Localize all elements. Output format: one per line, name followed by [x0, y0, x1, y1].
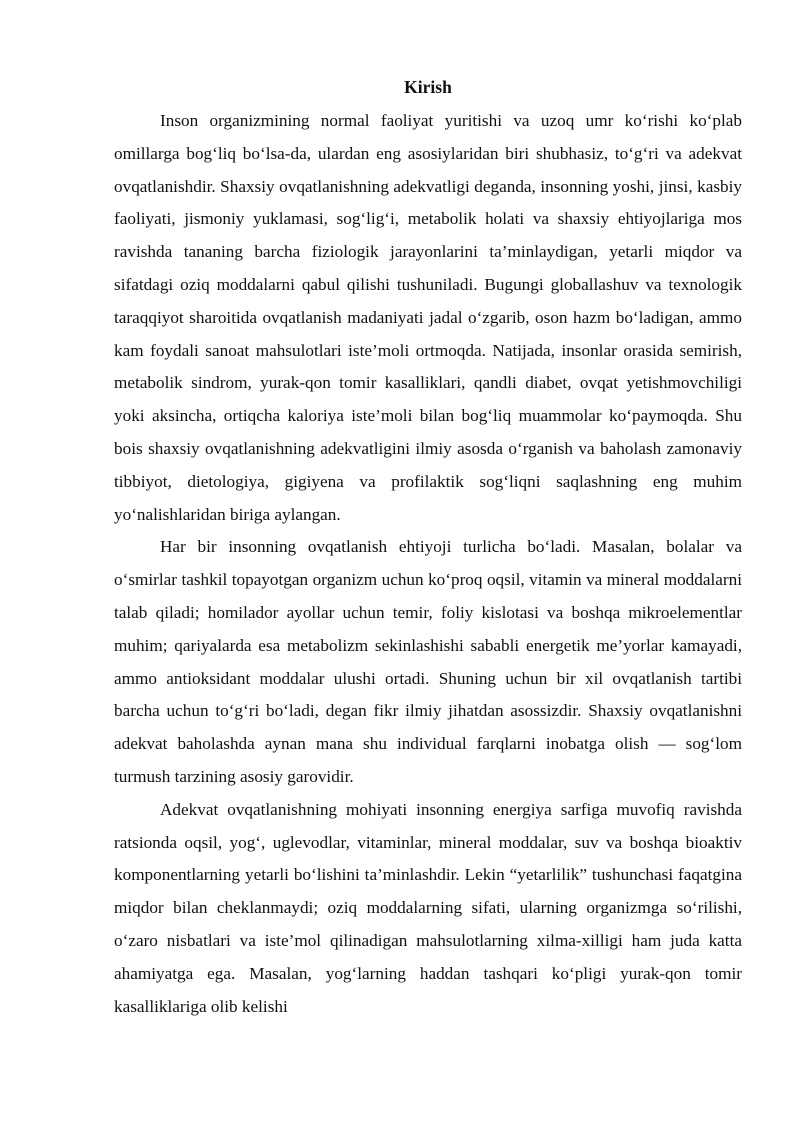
paragraph-2: Har bir insonning ovqatlanish ehtiyoji turlicha bo‘ladi. Masalan, bolalar va o‘smirlar tashkil topayotgan organizm uchun ko‘proq oqsil, vitamin va mineral moddalarni talab qiladi; homilador ayollar uchun temir, foliy kislotasi va boshqa mikroelementlar muhim; qariyalarda esa metabolizm sekinlashishi sababli energetik me’yorlar kamayadi, ammo antioksidant moddalar ulushi ortadi. Shuning uchun bir xil ovqatlanish tartibi barcha uchun to‘g‘ri bo‘ladi, degan fikr ilmiy jihatdan asossizdir. Shaxsiy ovqatlanishni adekvat baholashda aynan mana shu individual farqlarni inobatga olish — sog‘lom turmush tarzining asosiy garovidir. [114, 537, 742, 786]
document-page [114, 73, 742, 1023]
paragraph-1: Inson organizmining normal faoliyat yuritishi va uzoq umr ko‘rishi ko‘plab omillarga bog‘liq bo‘lsa-da, ulardan eng asosiylaridan biri shubhasiz, to‘g‘ri va adekvat ovqatlanishdir. Shaxsiy ovqatlanishning adekvatligi deganda, insonning yoshi, jinsi, kasbiy faoliyati, jismoniy yuklamasi, sog‘lig‘i, metabolik holati va shaxsiy ehtiyojlariga mos ravishda tananing barcha fiziologik jarayonlarini ta’minlaydigan, yetarli miqdor va sifatdagi oziq moddalarni qabul qilishi tushuniladi. Bugungi globallashuv va texnologik taraqqiyot sharoitida ovqatlanish madaniyati jadal o‘zgarib, oson hazm bo‘ladigan, ammo kam foydali sanoat mahsulotlari iste’moli ortmoqda. Natijada, insonlar orasida semirish, metabolik sindrom, yurak-qon tomir kasalliklari, qandli diabet, ovqat yetishmovchiligi yoki aksincha, ortiqcha kaloriya iste’moli bilan bog‘liq muammolar ko‘paymoqda. Shu bois shaxsiy ovqatlanishning adekvatligini ilmiy asosda o‘rganish va baholash zamonaviy tibbiyot, dietologiya, gigiyena va profilaktik sog‘liqni saqlashning eng muhim yo‘nalishlaridan biriga aylangan. [114, 111, 742, 524]
document-title: Kirish [404, 77, 452, 97]
paragraph-3: Adekvat ovqatlanishning mohiyati insonning energiya sarfiga muvofiq ravishda ratsionda oqsil, yog‘, uglevodlar, vitaminlar, mineral moddalar, suv va boshqa bioaktiv komponentlarning yetarli bo‘lishini ta’minlashdir. Lekin “yetarlilik” tushunchasi faqatgina miqdor bilan cheklanmaydi; oziq moddalarning sifati, ularning organizmga so‘rilishi, o‘zaro nisbatlari va iste’mol qilinadigan mahsulotlarning xilma-xilligi ham juda katta ahamiyatga ega. Masalan, yog‘larning haddan tashqari ko‘pligi yurak-qon tomir kasalliklariga olib kelishi [114, 799, 742, 1016]
